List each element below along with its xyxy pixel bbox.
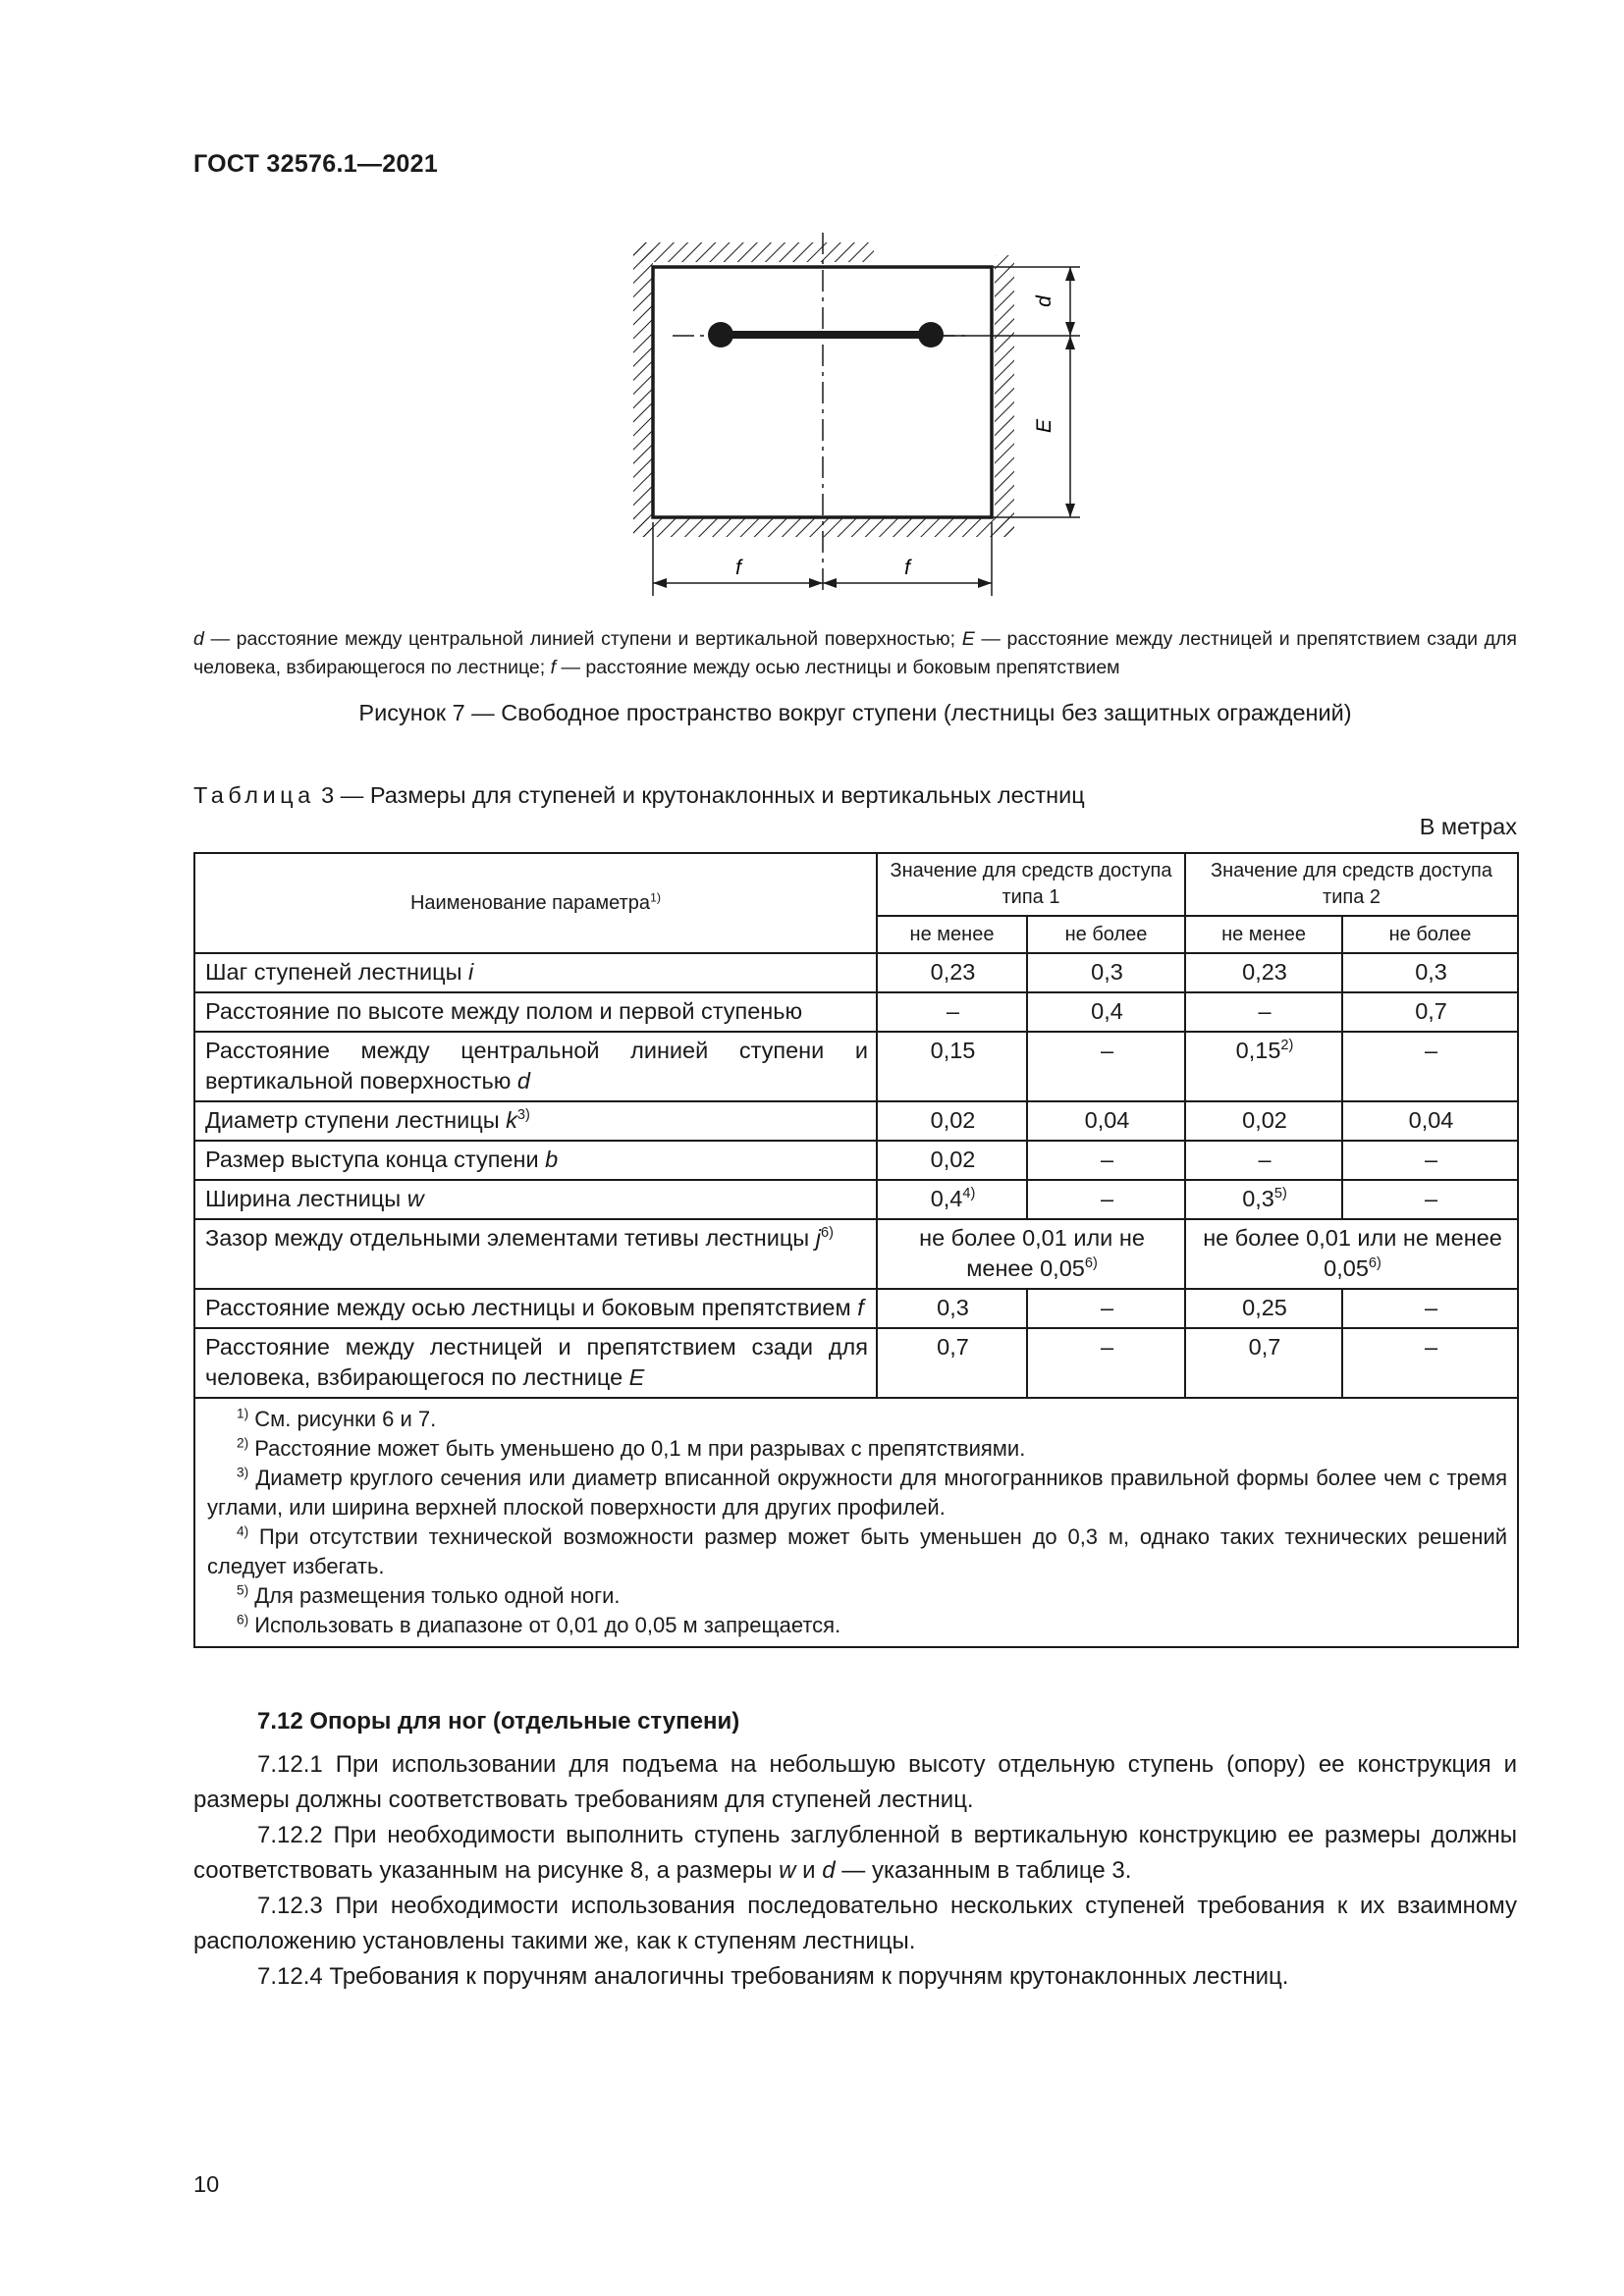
cell-t1-max: – bbox=[1027, 1289, 1185, 1328]
paragraph-7-12-1: 7.12.1 При использовании для подъема на небольшую высоту отдельную ступень (опору) ее конструкция и размеры должны соответствовать требованиям для ступеней лестниц. bbox=[193, 1751, 1517, 1813]
cell-t2-max: 0,3 bbox=[1342, 953, 1518, 992]
label-E: E bbox=[1033, 418, 1056, 434]
header-param: Наименование параметра$^{1)}$ bbox=[194, 853, 877, 953]
figure-7-diagram bbox=[619, 228, 1090, 601]
cell-t2-min: 0,15$^{2)}$ bbox=[1185, 1032, 1342, 1101]
cell-t1-min: 0,23 bbox=[877, 953, 1027, 992]
figure-legend: d — расстояние между центральной линией ступени и вертикальной поверхностью; E — расстояние между лестницей и препятствием сзади для человека, взбирающегося по лестнице; f — расстояние между осью лестницы и боковым препятствием bbox=[193, 628, 1517, 678]
row-name: Размер выступа конца ступени b bbox=[194, 1141, 877, 1180]
cell-t2-min: 0,7 bbox=[1185, 1328, 1342, 1398]
header-type2: Значение для средств доступа типа 2 bbox=[1185, 853, 1518, 916]
header-type1-min: не менее bbox=[877, 916, 1027, 953]
paragraph-7-12-3: 7.12.3 При необходимости использования последовательно нескольких ступеней требования к их взаимному расположению установлены такими же, как к ступеням лестницы. bbox=[193, 1893, 1517, 1954]
header-type1: Значение для средств доступа типа 1 bbox=[877, 853, 1185, 916]
note-6: $^{6)}$ Использовать в диапазоне от 0,01 до 0,05 м запрещается. bbox=[237, 1612, 841, 1637]
row-name: Диаметр ступени лестницы $k^{3)}$ bbox=[194, 1101, 877, 1141]
figure-caption: Рисунок 7 — Свободное пространство вокруг ступени (лестницы без защитных ограждений) bbox=[358, 700, 1352, 725]
section-title: 7.12 Опоры для ног (отдельные ступени) bbox=[257, 1708, 740, 1735]
table-row bbox=[194, 1219, 1518, 1289]
table-row bbox=[194, 1101, 1518, 1141]
cell-t2-min: 0,23 bbox=[1185, 953, 1342, 992]
row-name: Расстояние между центральной линией ступени и вертикальной поверхностью d bbox=[194, 1032, 877, 1101]
cell-t2-min: 0,02 bbox=[1185, 1101, 1342, 1141]
cell-t1-max: 0,04 bbox=[1027, 1101, 1185, 1141]
row-name: Расстояние по высоте между полом и первой ступенью bbox=[194, 992, 877, 1032]
cell-t2-max: – bbox=[1342, 1032, 1518, 1101]
note-2: $^{2)}$ Расстояние может быть уменьшено до 0,1 м при разрывах с препятствиями. bbox=[237, 1435, 1026, 1461]
cell-t2-min: 0,25 bbox=[1185, 1289, 1342, 1328]
table-row bbox=[194, 992, 1518, 1032]
right-wall-hatch bbox=[995, 255, 1014, 537]
cell-t1-max: – bbox=[1027, 1328, 1185, 1398]
cell-t1-max: – bbox=[1027, 1141, 1185, 1180]
label-f-right: f bbox=[904, 557, 910, 579]
arrow-d-top bbox=[1065, 267, 1075, 281]
parameters-table bbox=[193, 852, 1519, 1648]
table-row bbox=[194, 1289, 1518, 1328]
cell-t1-max: – bbox=[1027, 1180, 1185, 1219]
cell-t1-min: 0,4$^{4)}$ bbox=[877, 1180, 1027, 1219]
cell-t2-max: – bbox=[1342, 1141, 1518, 1180]
cell-t1-max: – bbox=[1027, 1032, 1185, 1101]
cell-t2-max: – bbox=[1342, 1180, 1518, 1219]
table-row bbox=[194, 1032, 1518, 1101]
cell-t2-min: 0,3$^{5)}$ bbox=[1185, 1180, 1342, 1219]
table-row bbox=[194, 1141, 1518, 1180]
cell-t1-min: – bbox=[877, 992, 1027, 1032]
arrow-f-left bbox=[653, 578, 667, 588]
cell-t1-merged: не более 0,01 или не менее 0,05$^{6)}$ bbox=[877, 1219, 1185, 1289]
table-row bbox=[194, 953, 1518, 992]
cell-t1-min: 0,02 bbox=[877, 1141, 1027, 1180]
arrow-f-right bbox=[978, 578, 992, 588]
note-5: $^{5)}$ Для размещения только одной ноги. bbox=[237, 1582, 621, 1608]
row-name: Зазор между отдельными элементами тетивы лестницы $j^{6)}$ bbox=[194, 1219, 877, 1289]
cell-t1-min: 0,15 bbox=[877, 1032, 1027, 1101]
cell-t1-min: 0,7 bbox=[877, 1328, 1027, 1398]
cell-t1-min: 0,3 bbox=[877, 1289, 1027, 1328]
header-type2-min: не менее bbox=[1185, 916, 1342, 953]
cell-t2-max: – bbox=[1342, 1289, 1518, 1328]
cell-t1-max: 0,4 bbox=[1027, 992, 1185, 1032]
paragraph-7-12-4: 7.12.4 Требования к поручням аналогичны требованиям к поручням крутонаклонных лестниц. bbox=[257, 1963, 1289, 1990]
note-1: $^{1)}$ См. рисунки 6 и 7. bbox=[237, 1406, 437, 1431]
arrow-f-mid-right bbox=[823, 578, 837, 588]
arrow-d-bottom bbox=[1065, 322, 1075, 336]
table-row bbox=[194, 1328, 1518, 1398]
rung-end-right bbox=[918, 322, 944, 347]
note-3: $^{3)}$ Диаметр круглого сечения или диаметр вписанной окружности для многогранников правильной формы более чем с тремя углами, или ширина верхней плоской поверхности для других профилей. bbox=[207, 1465, 1508, 1520]
table-notes-row bbox=[194, 1398, 1518, 1647]
document-header: ГОСТ 32576.1—2021 bbox=[193, 150, 439, 178]
left-wall-hatch bbox=[633, 242, 653, 537]
rung-end-left bbox=[708, 322, 733, 347]
cell-t2-min: – bbox=[1185, 1141, 1342, 1180]
table-row bbox=[194, 1180, 1518, 1219]
cell-t1-max: 0,3 bbox=[1027, 953, 1185, 992]
top-wall-hatch bbox=[633, 242, 874, 262]
cell-t2-merged: не более 0,01 или не менее 0,05$^{6)}$ bbox=[1185, 1219, 1518, 1289]
arrow-E-bottom bbox=[1065, 504, 1075, 517]
table-units: В метрах bbox=[1419, 814, 1517, 839]
cell-t2-max: 0,7 bbox=[1342, 992, 1518, 1032]
row-name: Расстояние между осью лестницы и боковым препятствием f bbox=[194, 1289, 877, 1328]
section-7-12 bbox=[193, 1704, 1517, 1995]
cell-t1-min: 0,02 bbox=[877, 1101, 1027, 1141]
header-type1-max: не более bbox=[1027, 916, 1185, 953]
page-number: 10 bbox=[193, 2171, 220, 2197]
header-type2-max: не более bbox=[1342, 916, 1518, 953]
label-d: d bbox=[1033, 295, 1056, 307]
row-name: Расстояние между лестницей и препятствием сзади для человека, взбирающегося по лестнице E bbox=[194, 1328, 877, 1398]
note-4: $^{4)}$ При отсутствии технической возможности размер может быть уменьшен до 0,3 м, однако таких технических решений следует избегать. bbox=[207, 1523, 1508, 1578]
floor-hatch bbox=[633, 517, 1014, 537]
cell-t2-max: 0,04 bbox=[1342, 1101, 1518, 1141]
cell-t2-min: – bbox=[1185, 992, 1342, 1032]
paragraph-7-12-2: 7.12.2 При необходимости выполнить ступень заглубленной в вертикальную конструкцию ее размеры должны соответствовать указанным на рисунке 8, а размеры w и d — указанным в таблице 3. bbox=[193, 1822, 1517, 1884]
label-f-left: f bbox=[735, 557, 741, 579]
arrow-f-mid-left bbox=[809, 578, 823, 588]
table-notes bbox=[194, 1398, 1518, 1647]
cell-t2-max: – bbox=[1342, 1328, 1518, 1398]
row-name: Ширина лестницы w bbox=[194, 1180, 877, 1219]
row-name: Шаг ступеней лестницы i bbox=[194, 953, 877, 992]
table-title: Таблица 3 — Размеры для ступеней и крутонаклонных и вертикальных лестниц bbox=[193, 782, 1085, 808]
arrow-E-top bbox=[1065, 336, 1075, 349]
